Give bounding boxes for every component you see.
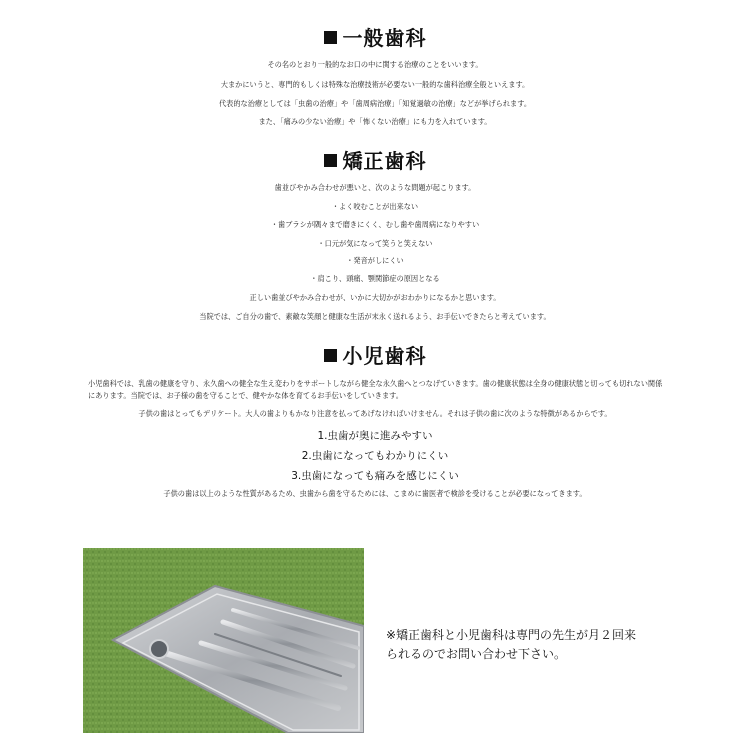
specialist-note <box>386 626 676 664</box>
general-line-2: 大まかにいうと、専門的もしくは特殊な治療技術が必要ない一般的な歯科治療全般といえます。 <box>220 80 530 89</box>
ortho-line-3: ・歯ブラシが隅々まで磨きにくく、むし歯や歯周病になりやすい <box>270 220 480 229</box>
heading-pediatric <box>0 340 750 369</box>
ortho-line-2: ・よく咬むことが出来ない <box>331 202 419 211</box>
specialist-note-line-2: られるのでお問い合わせ下さい。 <box>386 647 567 661</box>
general-line-1: その名のとおり一般的なお口の中に関する治療のことをいいます。 <box>267 60 483 69</box>
pediatric-point-2: 2.虫歯になってもわかりにくい <box>301 450 449 462</box>
pediatric-point-1: 1.虫歯が奥に進みやすい <box>317 430 433 442</box>
pediatric-intro: 小児歯科では、乳歯の健康を守り、永久歯への健全な生え変わりをサポートしながら健全な永久歯へとつなげていきます。歯の健康状態は全身の健康状態と切っても切れない関係にあります。当院では、お子様の歯を守ることで、健やかな体を育てるお手伝いをしていきます。 <box>88 379 663 400</box>
ortho-line-8: 当院では、ご自分の歯で、素敵な笑顔と健康な生活が末永く送れるよう、お手伝いできたらと考えています。 <box>199 312 551 321</box>
ortho-line-7: 正しい歯並びやかみ合わせが、いかに大切かがおわかりになるかと思います。 <box>249 293 501 302</box>
general-line-4: また、「痛みの少ない治療」や「怖くない治療」にも力を入れています。 <box>258 117 492 126</box>
heading-orthodontics <box>0 145 750 174</box>
heading-pediatric-text: 小児歯科 <box>342 344 427 368</box>
heading-general-text: 一般歯科 <box>342 26 427 50</box>
ortho-line-1: 歯並びやかみ合わせが悪いと、次のような問題が起こります。 <box>274 183 476 192</box>
ortho-line-4: ・口元が気になって笑うと笑えない <box>317 239 433 248</box>
square-bullet-icon <box>324 154 337 167</box>
ortho-line-6: ・肩こり、頭痛、顎関節症の原因となる <box>310 274 440 283</box>
pediatric-point-3: 3.虫歯になっても痛みを感じにくい <box>291 470 459 482</box>
square-bullet-icon <box>324 31 337 44</box>
specialist-note-line-1: ※矯正歯科と小児歯科は専門の先生が月２回来 <box>386 628 637 642</box>
general-line-3: 代表的な治療としては「虫歯の治療」や「歯周病治療」「知覚過敏の治療」などが挙げられます。 <box>218 99 532 108</box>
dental-tray-illustration <box>83 548 364 733</box>
ortho-line-5: ・発音がしにくい <box>346 256 404 265</box>
square-bullet-icon <box>324 349 337 362</box>
heading-general <box>0 22 750 51</box>
dental-instruments-photo <box>83 548 364 733</box>
pediatric-closing: 子供の歯は以上のような性質があるため、虫歯から歯を守るためには、こまめに歯医者で検診を受けることが必要になってきます。 <box>163 489 587 498</box>
heading-orthodontics-text: 矯正歯科 <box>342 149 427 173</box>
pediatric-caution: 子供の歯はとってもデリケート。大人の歯よりもかなり注意を払ってあげなければいけません。それは子供の歯に次のような特徴があるからです。 <box>138 409 612 418</box>
